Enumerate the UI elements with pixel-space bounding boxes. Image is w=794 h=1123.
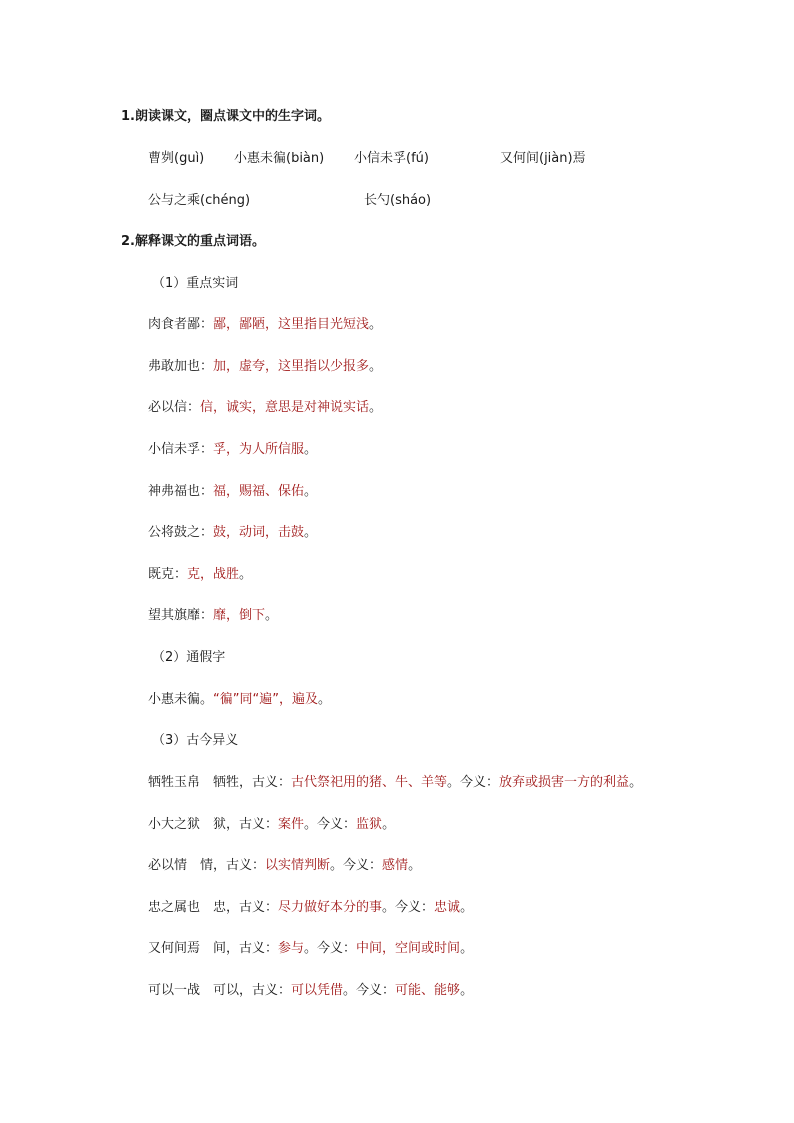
word-row bbox=[148, 441, 317, 459]
word-term: 公将鼓之： bbox=[148, 525, 214, 540]
gujin-end: 。 bbox=[460, 941, 474, 956]
word-row bbox=[148, 566, 252, 584]
gujin-row bbox=[148, 774, 642, 792]
vocab-item: 又何间(jiàn)焉 bbox=[500, 151, 586, 166]
gujin-row bbox=[148, 899, 473, 917]
subheading-tongjia: （2）通假字 bbox=[152, 650, 226, 665]
gujin-row bbox=[148, 816, 395, 834]
word-row bbox=[148, 358, 382, 376]
vocab-item: 小惠未徧(biàn) bbox=[234, 151, 325, 166]
section1-row2 bbox=[0, 192, 794, 210]
word-end: 。 bbox=[304, 442, 318, 457]
gujin-end: 。 bbox=[629, 775, 643, 790]
tongjia-term: 小惠未徧。 bbox=[148, 692, 214, 707]
gujin-old-meaning: 案件 bbox=[278, 817, 305, 832]
gujin-end: 。 bbox=[382, 817, 396, 832]
gujin-old-meaning: 参与 bbox=[278, 941, 305, 956]
gujin-term: 必以情 情，古义： bbox=[148, 858, 266, 873]
word-term: 小信未孚： bbox=[148, 442, 214, 457]
word-row bbox=[148, 399, 382, 417]
gujin-mid: 。今义： bbox=[330, 858, 383, 873]
word-end: 。 bbox=[239, 567, 253, 582]
word-definition: 信，诚实，意思是对神说实话 bbox=[200, 400, 370, 415]
word-definition: 鄙，鄙陋，这里指目光短浅 bbox=[213, 317, 370, 332]
section1-title: 1.朗读课文，圈点课文中的生字词。 bbox=[121, 109, 330, 124]
gujin-new-meaning: 监狱 bbox=[356, 817, 383, 832]
gujin-mid: 。今义： bbox=[382, 900, 435, 915]
word-end: 。 bbox=[369, 317, 383, 332]
word-definition: 克，战胜 bbox=[187, 567, 240, 582]
gujin-term: 牺牲玉帛 牺牲，古义： bbox=[148, 775, 292, 790]
word-end: 。 bbox=[369, 359, 383, 374]
word-term: 弗敢加也： bbox=[148, 359, 214, 374]
word-definition: 福，赐福、保佑 bbox=[213, 484, 305, 499]
word-term: 肉食者鄙： bbox=[148, 317, 214, 332]
word-term: 必以信： bbox=[148, 400, 201, 415]
gujin-old-meaning: 以实情判断 bbox=[265, 858, 331, 873]
word-end: 。 bbox=[304, 525, 318, 540]
gujin-old-meaning: 可以凭借 bbox=[291, 983, 344, 998]
gujin-old-meaning: 尽力做好本分的事 bbox=[278, 900, 383, 915]
word-end: 。 bbox=[369, 400, 383, 415]
section2-title: 2.解释课文的重点词语。 bbox=[121, 234, 265, 249]
word-row bbox=[148, 316, 382, 334]
gujin-new-meaning: 可能、能够 bbox=[395, 983, 461, 998]
gujin-new-meaning: 放弃或损害一方的利益 bbox=[499, 775, 630, 790]
word-term: 望其旗靡： bbox=[148, 608, 214, 623]
gujin-mid: 。今义： bbox=[304, 941, 357, 956]
vocab-item: 公与之乘(chéng) bbox=[148, 193, 251, 208]
word-end: 。 bbox=[265, 608, 279, 623]
word-definition: 孚，为人所信服 bbox=[213, 442, 305, 457]
gujin-old-meaning: 古代祭祀用的猪、牛、羊等 bbox=[291, 775, 448, 790]
gujin-end: 。 bbox=[460, 983, 474, 998]
gujin-mid: 。今义： bbox=[343, 983, 396, 998]
word-end: 。 bbox=[304, 484, 318, 499]
section1-row1 bbox=[0, 150, 794, 168]
gujin-term: 小大之狱 狱，古义： bbox=[148, 817, 279, 832]
word-term: 神弗福也： bbox=[148, 484, 214, 499]
gujin-term: 忠之属也 忠，古义： bbox=[148, 900, 279, 915]
tongjia-definition: “徧”同“遍”，遍及 bbox=[213, 692, 318, 707]
gujin-row bbox=[148, 982, 473, 1000]
subheading-gujin: （3）古今异义 bbox=[152, 733, 239, 748]
word-definition: 加，虚夸，这里指以少报多 bbox=[213, 359, 370, 374]
vocab-item: 小信未孚(fú) bbox=[354, 151, 429, 166]
subheading-content-words: （1）重点实词 bbox=[152, 276, 239, 291]
word-term: 既克： bbox=[148, 567, 188, 582]
gujin-new-meaning: 忠诚 bbox=[434, 900, 461, 915]
vocab-item: 曹刿(guì) bbox=[148, 151, 205, 166]
word-row bbox=[148, 524, 317, 542]
gujin-row bbox=[148, 940, 473, 958]
gujin-term: 又何间焉 间，古义： bbox=[148, 941, 279, 956]
gujin-new-meaning: 感情 bbox=[382, 858, 409, 873]
gujin-mid: 。今义： bbox=[304, 817, 357, 832]
gujin-end: 。 bbox=[408, 858, 422, 873]
word-definition: 靡，倒下 bbox=[213, 608, 266, 623]
gujin-row bbox=[148, 857, 421, 875]
gujin-mid: 。今义： bbox=[447, 775, 500, 790]
gujin-term: 可以一战 可以，古义： bbox=[148, 983, 292, 998]
vocab-item: 长勺(sháo) bbox=[364, 193, 432, 208]
word-definition: 鼓，动词，击鼓 bbox=[213, 525, 305, 540]
word-row bbox=[148, 607, 278, 625]
tongjia-end: 。 bbox=[317, 692, 331, 707]
gujin-end: 。 bbox=[460, 900, 474, 915]
word-row bbox=[148, 483, 317, 501]
tongjia-row bbox=[148, 691, 331, 709]
gujin-new-meaning: 中间，空间或时间 bbox=[356, 941, 461, 956]
